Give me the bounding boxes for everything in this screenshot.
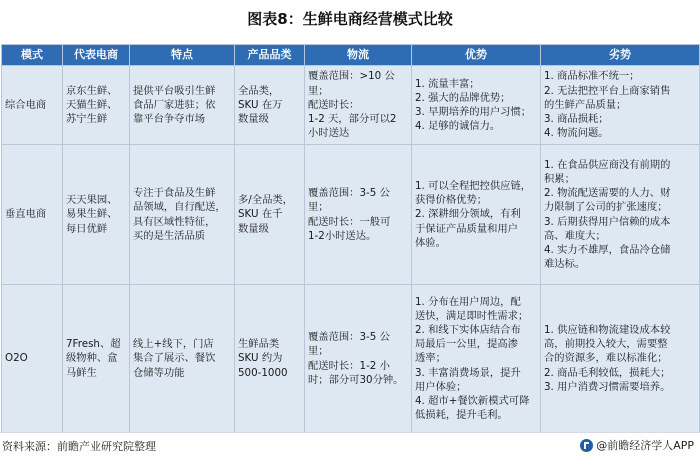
cell-mode: O2O [2, 285, 63, 433]
cell-line: 数量级 [238, 222, 269, 235]
cell-line: 1-2 天，部分可以2 [308, 113, 397, 126]
cell-disadvantages [541, 285, 700, 433]
cell-line: 3. 后期获得用户信赖的成本 [544, 215, 671, 228]
cell-line: 线上+线下，门店 [133, 338, 214, 351]
cell-line: 3. 商品损耗； [544, 113, 609, 126]
cell-line: 1. 商品标准不统一； [544, 70, 640, 83]
cell-line: 2. 物流配送需要的人力、财 [544, 187, 671, 200]
cell-line: 马鲜生 [66, 366, 97, 379]
cell-line: 每日优鲜 [66, 222, 108, 235]
cell-category [235, 285, 305, 433]
cell-features [130, 285, 235, 433]
cell-mode: 垂直电商 [2, 145, 63, 285]
cell-line: 4. 足够的诚信力。 [415, 120, 501, 133]
cell-line: 生鲜品类 [238, 338, 280, 351]
table-header-row [2, 45, 700, 66]
cell-line: 于保证产品质量和用户 [415, 222, 518, 235]
cell-features [130, 66, 235, 145]
brand-watermark [580, 437, 694, 453]
cell-logistics [305, 66, 412, 145]
header-mode: 模式 [2, 45, 63, 66]
cell-line: 仓储等功能 [133, 366, 185, 379]
cell-representatives [63, 66, 130, 145]
cell-logistics [305, 285, 412, 433]
cell-line: 4. 超市+餐饮新模式可降 [415, 395, 530, 407]
cell-line: 1. 供应链和物流建设成本较 [544, 323, 671, 336]
cell-line: 覆盖范围：3-5 公 [308, 187, 390, 200]
brand-label: @前瞻经济学人APP [596, 439, 694, 452]
cell-line: 3. 丰富消费场景，提升 [415, 366, 521, 379]
cell-line: 送快，满足即时性需求； [415, 309, 529, 322]
cell-line: 3. 早期培养的用户习惯； [415, 106, 532, 118]
cell-advantages [412, 145, 541, 285]
cell-line: 易果生鲜、 [66, 208, 118, 221]
cell-mode: 综合电商 [2, 66, 63, 145]
cell-line: 低损耗，提升毛利。 [415, 409, 508, 422]
cell-line: 透率； [415, 352, 446, 365]
cell-line: 全品类， [238, 84, 280, 97]
cell-line: 小时送达 [308, 127, 350, 140]
cell-line: 难达标。 [544, 258, 586, 271]
cell-features [130, 145, 235, 285]
cell-line: 覆盖范围：>10 公 [308, 70, 395, 83]
cell-line: 品领域，自行配送， [133, 201, 226, 214]
cell-line: 高、难度大； [544, 229, 606, 242]
cell-line: 集合了展示、餐饮 [133, 352, 216, 365]
cell-disadvantages [541, 66, 700, 145]
cell-line: SKU 约为 [238, 352, 283, 365]
cell-line: 获得价格优势； [415, 194, 488, 207]
cell-line: 1. 流量丰富； [415, 77, 480, 90]
cell-line: 多/全品类， [238, 194, 293, 207]
cell-line: 天天果园、 [66, 194, 118, 207]
cell-line: 京东生鲜、 [66, 84, 118, 97]
cell-line: 1. 在食品供应商没有前期的 [544, 158, 671, 171]
cell-line: 里； [308, 345, 329, 358]
table-row [2, 66, 700, 145]
cell-line: 局最后一公里，提高渗 [415, 338, 518, 351]
header-features: 特点 [130, 45, 235, 66]
header-advantages: 优势 [412, 45, 541, 66]
cell-line: 数量级 [238, 113, 269, 126]
cell-advantages [412, 285, 541, 433]
cell-line: 合的资源多，难以标准化； [544, 352, 668, 365]
cell-advantages [412, 66, 541, 145]
cell-line: 时；部分可30分钟。 [308, 373, 404, 386]
cell-line: SKU 在千 [238, 208, 283, 221]
cell-line: 的生鲜产品质量； [544, 98, 627, 111]
cell-line: 4. 物流问题。 [544, 127, 609, 140]
cell-representatives [63, 145, 130, 285]
chart-title: 图表8：生鲜电商经营模式比较 [247, 10, 453, 28]
cell-line: 里； [308, 84, 329, 97]
cell-line: 2. 强大的品牌优势； [415, 91, 511, 104]
cell-line: 力限制了公司的扩张速度； [544, 201, 668, 214]
cell-line: 专注于食品及生鲜 [133, 187, 216, 200]
footer-divider [0, 432, 700, 433]
cell-line: 2. 深耕细分领域，有利 [415, 208, 521, 221]
cell-category [235, 145, 305, 285]
cell-line: 天猫生鲜、 [66, 98, 118, 111]
table-body [2, 66, 700, 433]
cell-line: 2. 和线下实体店结合布 [415, 323, 521, 336]
cell-line: 500-1000 [238, 366, 288, 379]
cell-line: 里； [308, 201, 329, 214]
cell-line: 具有区域性特征， [133, 215, 216, 228]
cell-line: 配送时长： [308, 98, 360, 111]
header-representatives: 代表电商 [63, 45, 130, 66]
cell-line: 配送时长：一般可 [308, 215, 391, 228]
cell-line: 2. 无法把控平台上商家销售 [544, 84, 671, 97]
cell-disadvantages [541, 145, 700, 285]
cell-line: 提供平台吸引生鲜 [133, 84, 216, 97]
cell-representatives [63, 285, 130, 433]
cell-line: 1. 分布在用户周边，配 [415, 295, 521, 308]
cell-line: 2. 商品毛利较低，损耗大； [544, 366, 671, 379]
cell-line: 买的是生活品质 [133, 229, 206, 242]
cell-line: SKU 在万 [238, 98, 283, 111]
cell-line: 积累； [544, 172, 575, 185]
cell-line: 覆盖范围：3-5 公 [308, 331, 390, 344]
table-row [2, 285, 700, 433]
cell-line: 级物种、盒 [66, 352, 118, 365]
cell-line: 3. 用户消费习惯需要培养。 [544, 380, 671, 393]
cell-category [235, 66, 305, 145]
cell-line: 7Fresh、超 [66, 338, 121, 351]
cell-line: 体验。 [415, 236, 446, 249]
table-row [2, 145, 700, 285]
header-category: 产品品类 [235, 45, 305, 66]
cell-line: 4. 实力不雄厚，食品冷仓储 [544, 243, 671, 256]
cell-line: 配送时长：1-2 小 [308, 359, 390, 372]
cell-line: 1. 可以全程把控供应链， [415, 179, 532, 192]
comparison-table [1, 44, 700, 433]
cell-line: 苏宁生鲜 [66, 113, 108, 126]
header-logistics: 物流 [305, 45, 412, 66]
cell-line: 食品厂家进驻；依 [133, 98, 216, 111]
header-disadvantages: 劣势 [541, 45, 700, 66]
source-note: 资料来源：前瞻产业研究院整理 [2, 440, 156, 453]
cell-line: 靠平台争夺市场 [133, 113, 206, 126]
cell-line: 用户体验； [415, 380, 467, 393]
cell-line: 高，前期投入较大，需要整 [544, 338, 668, 351]
brand-logo-icon [580, 439, 593, 452]
cell-line: 1-2小时送达。 [308, 229, 377, 242]
cell-logistics [305, 145, 412, 285]
